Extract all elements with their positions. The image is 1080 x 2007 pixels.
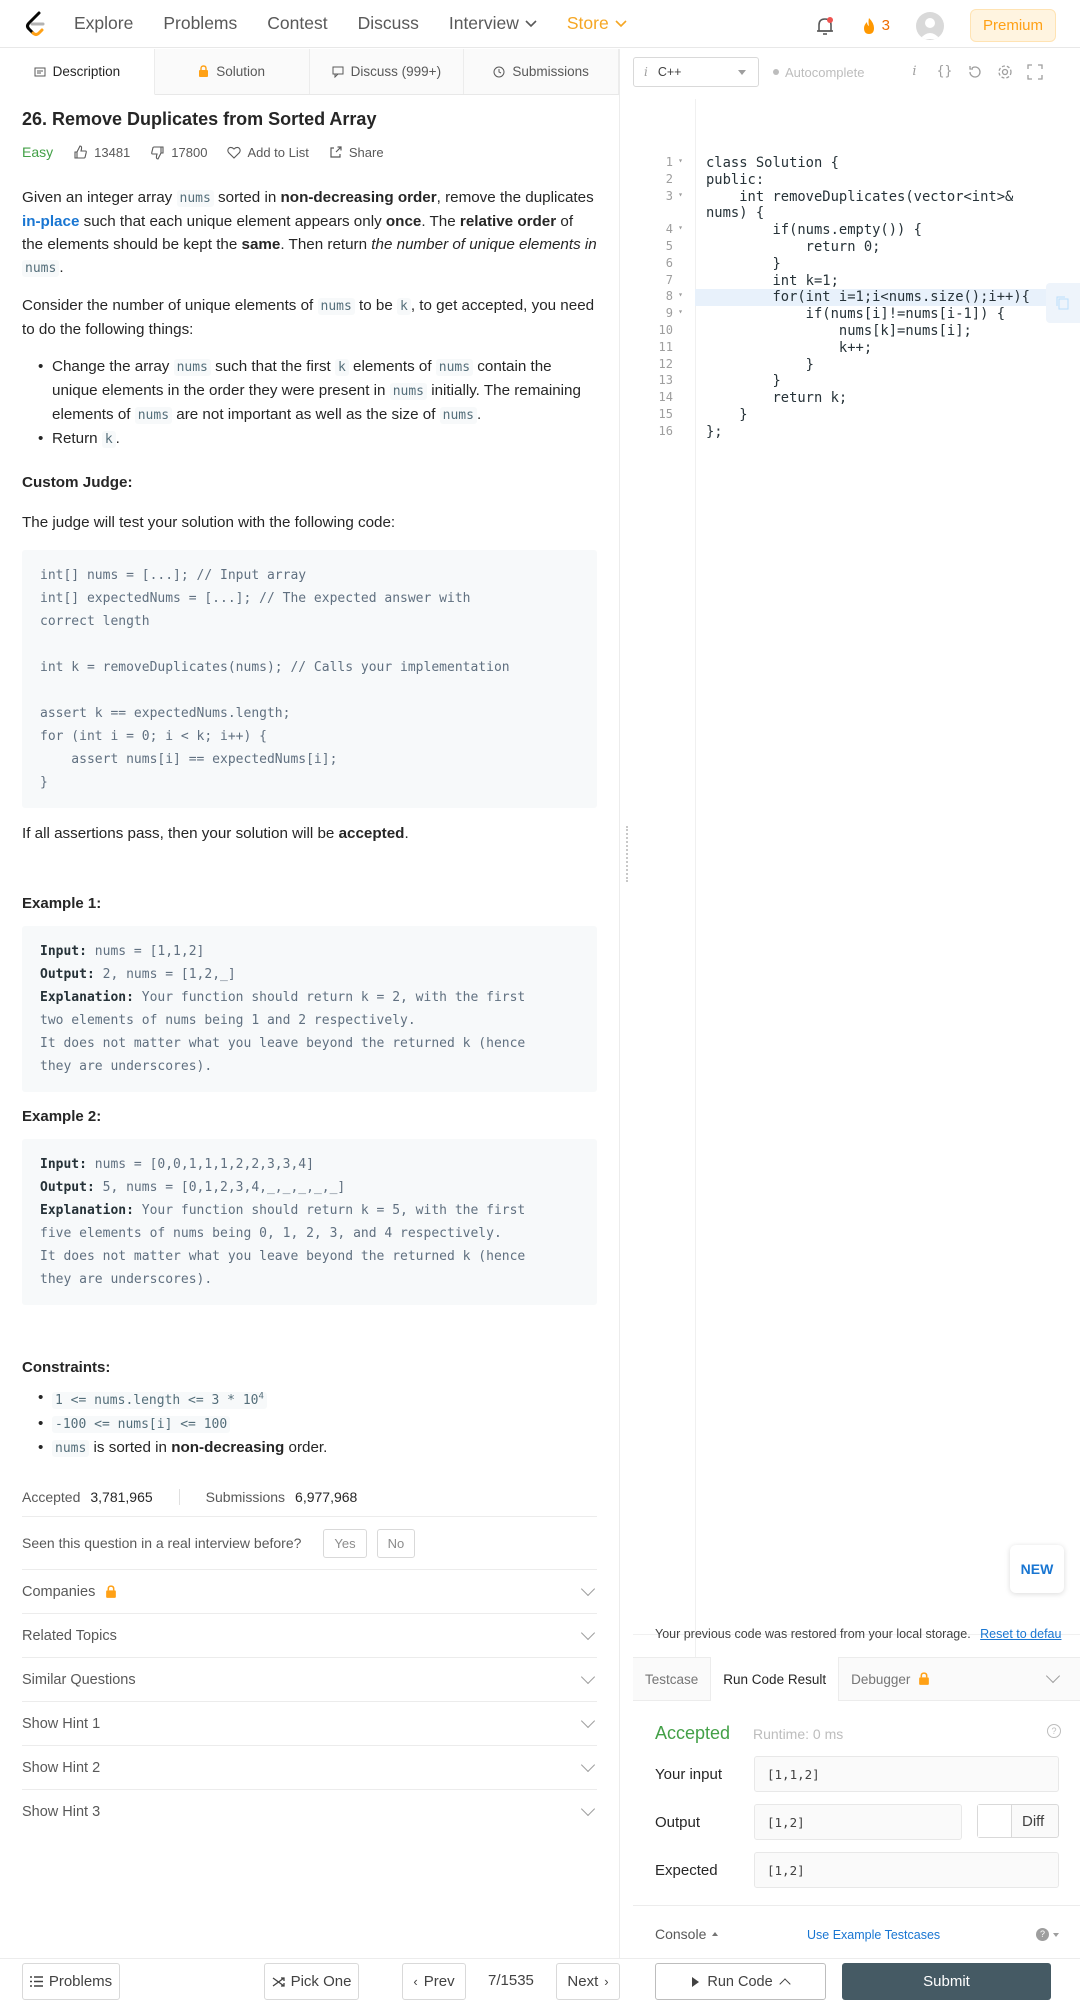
expected-value: [1,2] <box>754 1852 1059 1888</box>
chevron-down-icon <box>581 1582 595 1596</box>
tab-label: Solution <box>216 64 266 79</box>
line-number-text: 3 <box>665 188 673 203</box>
caret-down-icon <box>738 70 746 75</box>
inline-code: -100 <= nums[i] <= 100 <box>52 1416 230 1433</box>
interview-yes-button[interactable]: Yes <box>323 1529 366 1558</box>
tab-debugger[interactable] <box>839 1657 942 1701</box>
share-icon <box>329 145 343 159</box>
text: . Then return <box>280 236 372 253</box>
editor-toolbar <box>633 49 1080 95</box>
chevron-down-icon <box>581 1802 595 1816</box>
like-count: 13481 <box>94 144 131 160</box>
list-item <box>52 1412 597 1436</box>
page-title: 26. Remove Duplicates from Sorted Array <box>22 109 377 129</box>
accordion <box>22 1569 597 1833</box>
inline-code <box>52 1392 267 1409</box>
add-to-list-button[interactable] <box>227 145 308 160</box>
judge-code-block: int[] nums = [...]; // Input array int[] expectedNums = [...]; // The expected answer with correct length int k = removeDuplicates(nums); // Calls your implementation assert k == expectedNums.length; for (int i = 0; i < k; i++) { assert nums[i] == expectedNums[i]; } <box>22 550 597 808</box>
console-divider <box>633 1905 1080 1906</box>
gear-icon[interactable] <box>997 64 1013 80</box>
text: If all assertions pass, then your solution will be <box>22 825 339 842</box>
text: Return <box>52 430 102 447</box>
submissions-count: 6,977,968 <box>295 1489 358 1506</box>
line-number-text: 4 <box>665 222 673 237</box>
your-input-value: [1,1,2] <box>754 1756 1059 1792</box>
result-tabs <box>633 1657 1080 1701</box>
nav-interview[interactable] <box>449 13 537 34</box>
line-number <box>633 340 687 357</box>
example-1-heading: Example 1: <box>22 895 102 912</box>
example-2-heading: Example 2: <box>22 1108 102 1125</box>
leetcode-logo-icon[interactable] <box>22 10 50 38</box>
chat-icon <box>332 66 344 78</box>
code-line: } <box>706 373 781 390</box>
info-icon: i <box>644 65 648 79</box>
line-number-text: 5 <box>665 238 673 253</box>
dot-icon <box>773 69 779 75</box>
shuffle-icon <box>272 1976 285 1988</box>
tab-discuss[interactable] <box>310 49 465 94</box>
line-number-text: 13 <box>658 373 673 388</box>
text: . <box>476 406 482 423</box>
example-explanation: Your function should return k = 2, with the first two elements of nums being 1 and 2 respectively. It does not matter what you leave beyond the returned k (hence they are underscores). <box>40 990 526 1074</box>
heart-icon <box>227 146 241 159</box>
text: Consider the number of unique elements of <box>22 297 318 314</box>
diff-label: Diff <box>1022 1812 1045 1830</box>
stat-divider <box>179 1489 180 1505</box>
caret-down-icon <box>1053 1933 1059 1937</box>
line-number-text: 10 <box>658 322 673 337</box>
line-number <box>633 323 687 340</box>
problem-tabs <box>0 49 619 95</box>
inline-code: k <box>335 359 349 376</box>
code-line: return 0; <box>706 239 881 255</box>
accordion-label: Related Topics <box>22 1627 117 1644</box>
code-line: nums[k]=nums[i]; <box>706 323 972 339</box>
runtime-label: Runtime: 0 ms <box>753 1726 844 1742</box>
description-paragraph-2 <box>22 294 597 341</box>
interview-question-text: Seen this question in a real interview before? <box>22 1535 302 1552</box>
submissions-label: Submissions <box>205 1489 286 1506</box>
description-paragraph-1 <box>22 186 597 280</box>
share-label: Share <box>348 144 384 160</box>
line-number <box>633 205 687 222</box>
constraints-list <box>52 1386 597 1460</box>
button-label: Problems <box>48 1973 113 1990</box>
example-input: nums = [1,1,2] <box>86 944 205 959</box>
example-2-block <box>22 1139 597 1305</box>
code-line: public: <box>706 171 765 188</box>
run-code-button[interactable] <box>655 1963 826 2000</box>
code-line: int k=1; <box>706 272 839 289</box>
chevron-down-icon <box>615 20 627 28</box>
problem-meta <box>22 144 597 160</box>
tab-label: Submissions <box>512 64 589 79</box>
text: Change the array <box>52 358 174 375</box>
play-icon <box>692 1977 699 1987</box>
requirements-list <box>52 355 597 451</box>
tab-label: Description <box>52 64 121 79</box>
tab-label: Run Code Result <box>723 1671 827 1687</box>
add-to-list-label: Add to List <box>247 144 309 160</box>
reset-to-default-link[interactable]: Reset to defau <box>980 1627 1062 1641</box>
accordion-label: Show Hint 1 <box>22 1715 101 1732</box>
problem-panel <box>0 49 620 1959</box>
code-editor[interactable] <box>633 99 1080 1659</box>
autocomplete-toggle[interactable] <box>773 65 865 80</box>
inline-code: nums <box>52 1440 89 1457</box>
line-number-text: 2 <box>665 171 673 186</box>
nav-discuss[interactable]: Discuss <box>357 13 419 33</box>
accordion-label: Show Hint 2 <box>22 1759 101 1776</box>
gutter-divider <box>695 99 696 1659</box>
restore-text: Your previous code was restored from your local storage. <box>655 1627 971 1641</box>
text: , remove the duplicates <box>436 189 594 206</box>
inline-code: nums <box>174 359 211 376</box>
fold-caret-icon[interactable]: ▾ <box>678 156 683 165</box>
page-indicator: 7/1535 <box>488 1972 534 1989</box>
output-label: Output: <box>40 1180 95 1195</box>
lock-icon <box>918 1672 930 1686</box>
fold-caret-icon[interactable]: ▾ <box>678 189 683 199</box>
bold-text: relative order <box>459 213 557 230</box>
line-number-text: 9 <box>665 306 673 321</box>
chevron-left-icon: ‹ <box>413 1974 418 1989</box>
line-number <box>633 155 687 172</box>
list-item <box>52 1436 597 1460</box>
avatar[interactable] <box>916 12 944 40</box>
submit-button[interactable]: Submit <box>842 1963 1051 2000</box>
accordion-hint-2[interactable] <box>22 1745 597 1789</box>
superscript: 4 <box>258 1392 264 1402</box>
braces-icon[interactable]: {} <box>936 64 953 79</box>
autocomplete-label: Autocomplete <box>785 64 865 80</box>
example-1-block <box>22 926 597 1092</box>
notification-bell-icon[interactable] <box>814 15 836 37</box>
line-number-text: 14 <box>658 390 673 405</box>
streak-count: 3 <box>881 17 890 34</box>
tab-description[interactable] <box>0 49 155 95</box>
line-number <box>633 239 687 256</box>
accordion-label <box>22 1584 117 1600</box>
line-number <box>633 256 687 273</box>
inline-code: nums <box>135 407 172 424</box>
line-number <box>633 189 687 206</box>
lock-icon <box>105 1585 117 1599</box>
chevron-down-icon <box>525 20 537 28</box>
nav-problems[interactable]: Problems <box>163 13 238 33</box>
editor-panel <box>633 49 1080 1959</box>
chevron-right-icon: › <box>604 1974 609 1989</box>
code-line: for(int i=1;i<nums.size();i++){ <box>706 289 1030 306</box>
text: . <box>404 825 409 842</box>
output-label: Output <box>655 1814 701 1831</box>
lock-icon <box>198 65 209 78</box>
tab-label: Discuss (999+) <box>350 64 442 79</box>
accordion-companies[interactable] <box>22 1569 597 1613</box>
list-item <box>52 427 597 451</box>
accordion-label: Show Hint 3 <box>22 1803 101 1820</box>
help-icon: ? <box>1036 1928 1049 1941</box>
stat-separator <box>22 1516 597 1517</box>
line-number <box>633 222 687 239</box>
pick-one-button[interactable] <box>264 1963 359 2000</box>
input-label: Input: <box>40 1157 87 1172</box>
text: order. <box>284 1439 328 1457</box>
description-icon <box>34 66 46 78</box>
chevron-down-icon <box>581 1626 595 1640</box>
info-icon[interactable]: i <box>912 64 917 79</box>
prev-button[interactable] <box>402 1963 466 2000</box>
example-output: 2, nums = [1,2,_] <box>94 967 236 982</box>
interview-question <box>22 1527 597 1559</box>
caret-up-icon <box>712 1932 718 1936</box>
code-line: } <box>706 407 748 423</box>
line-number <box>633 306 687 323</box>
inline-code: nums <box>440 407 477 424</box>
fullscreen-icon[interactable] <box>1027 64 1043 80</box>
tab-submissions[interactable] <box>464 49 619 94</box>
bold-text: same <box>241 236 281 253</box>
text: initially. The remaining elements of <box>52 382 581 423</box>
restore-notice <box>655 1627 1061 1641</box>
code-line: k++; <box>706 339 873 356</box>
button-label: Next <box>567 1973 599 1990</box>
line-number <box>633 373 687 390</box>
use-example-testcases-link[interactable]: Use Example Testcases <box>807 1928 941 1942</box>
code-line: if(nums[i]!=nums[i-1]) { <box>706 306 1006 323</box>
diff-toggle[interactable] <box>977 1804 1059 1838</box>
caret-up-icon <box>779 1978 790 1989</box>
nav-interview-label: Interview <box>448 13 519 33</box>
expected-label: Expected <box>655 1862 718 1879</box>
copy-icon <box>1056 296 1070 310</box>
chevron-down-icon <box>581 1670 595 1684</box>
code-line: }; <box>706 423 723 440</box>
text: of the elements should be kept the <box>22 213 574 253</box>
problems-list-button[interactable] <box>22 1963 120 2000</box>
nav-explore[interactable]: Explore <box>74 13 134 33</box>
example-input: nums = [0,0,1,1,1,2,2,3,3,4] <box>86 1157 314 1172</box>
italic-text: the number of unique elements in <box>371 236 597 253</box>
tab-label: Debugger <box>851 1671 911 1687</box>
line-number <box>633 424 687 441</box>
nav-store-label: Store <box>566 13 609 33</box>
accordion-label: Similar Questions <box>22 1671 136 1688</box>
accepted-label: Accepted <box>22 1489 81 1506</box>
chevron-down-icon <box>581 1758 595 1772</box>
inline-code: k <box>102 431 116 448</box>
reset-icon[interactable] <box>967 64 983 80</box>
bold-text: accepted <box>338 825 405 842</box>
line-numbers-gutter <box>633 155 687 441</box>
code-line: nums) { <box>706 205 765 222</box>
text: , to get accepted, you need to do the following things: <box>22 297 595 338</box>
text: are not important as well as the size of <box>172 406 440 423</box>
line-number-text: 1 <box>665 155 673 169</box>
tab-run-code-result[interactable] <box>710 1657 839 1701</box>
bold-text: non-decreasing order <box>280 189 437 206</box>
fold-caret-icon[interactable]: ▾ <box>678 223 683 233</box>
line-number <box>633 289 687 306</box>
input-label: Input: <box>40 944 87 959</box>
pass-paragraph <box>22 822 597 845</box>
code-line: class Solution { <box>706 155 839 171</box>
constraints-heading: Constraints: <box>22 1359 111 1376</box>
console-toggle[interactable] <box>655 1926 718 1942</box>
code-line: } <box>706 255 781 272</box>
line-number <box>633 357 687 374</box>
text: . <box>59 259 64 276</box>
text: is sorted in <box>89 1439 172 1457</box>
text: 1 <= nums.length <= 3 * 10 <box>55 1393 259 1409</box>
button-label: Run Code <box>707 1973 773 1990</box>
premium-button[interactable]: Premium <box>970 9 1056 42</box>
text: such that each unique element appears only <box>79 213 386 230</box>
line-number <box>633 407 687 424</box>
panel-resize-handle[interactable] <box>626 826 629 882</box>
toggle-switch <box>978 1805 1012 1837</box>
button-label: Pick One <box>290 1973 352 1990</box>
tab-testcase[interactable] <box>633 1657 710 1701</box>
code-line: int removeDuplicates(vector<int>& <box>706 188 1014 205</box>
text: contain the unique elements in the order they were present in <box>52 358 552 399</box>
dislike-count: 17800 <box>171 144 208 160</box>
text: . The <box>421 213 460 230</box>
list-item <box>52 1386 597 1412</box>
line-number-text: 12 <box>658 356 673 371</box>
inline-code: nums <box>22 260 59 277</box>
top-navbar <box>0 0 1080 48</box>
fire-icon <box>862 17 876 35</box>
line-number-text: 15 <box>658 406 673 421</box>
inline-code: nums <box>436 359 473 376</box>
line-number-text: 11 <box>658 339 673 354</box>
new-feature-badge[interactable]: NEW <box>1010 1545 1064 1593</box>
bold-text: non-decreasing <box>171 1439 285 1457</box>
thumbs-up-icon <box>73 145 88 160</box>
nav-store[interactable] <box>567 13 627 34</box>
text: to be <box>354 297 398 314</box>
inline-code: nums <box>318 298 355 315</box>
accordion-hint-3[interactable] <box>22 1789 597 1833</box>
code-line: return k; <box>706 390 848 407</box>
line-number <box>633 172 687 189</box>
bold-link[interactable]: in-place <box>22 213 80 230</box>
like-button[interactable] <box>73 145 130 160</box>
line-number-text: 8 <box>665 289 673 304</box>
accepted-count: 3,781,965 <box>90 1489 153 1506</box>
example-explanation: Your function should return k = 5, with the first five elements of nums being 0, 1, 2, 3, and 4 respectively. It does not matter what you leave beyond the returned k (hence they are underscores). <box>40 1203 526 1287</box>
explanation-label: Explanation: <box>40 990 134 1005</box>
help-icon[interactable]: ? <box>1047 1724 1061 1738</box>
button-label: Prev <box>423 1973 455 1990</box>
acceptance-stats <box>22 1486 597 1508</box>
text: elements of <box>348 358 436 375</box>
code-line: } <box>706 356 814 373</box>
language-value: C++ <box>657 65 682 79</box>
problem-content <box>0 95 619 1833</box>
judge-text: The judge will test your solution with the following code: <box>22 514 396 531</box>
text: . <box>115 430 120 447</box>
share-button[interactable] <box>329 145 384 160</box>
line-number-text: 6 <box>665 255 673 270</box>
next-button[interactable] <box>556 1963 620 2000</box>
text: such that the first <box>210 358 335 375</box>
line-number-text: 16 <box>658 423 673 438</box>
console-help[interactable] <box>1036 1928 1059 1941</box>
user-avatar-icon <box>916 12 944 40</box>
fold-caret-icon[interactable]: ▾ <box>678 307 683 317</box>
text: sorted in <box>213 189 281 206</box>
fold-caret-icon[interactable]: ▾ <box>678 290 683 300</box>
tab-label: Testcase <box>645 1671 699 1687</box>
thumbs-down-icon <box>150 145 165 160</box>
difficulty-badge: Easy <box>22 144 54 160</box>
chevron-down-icon[interactable] <box>1046 1669 1060 1683</box>
console-label: Console <box>655 1926 707 1942</box>
problem-description <box>22 186 597 845</box>
accordion-related-topics[interactable] <box>22 1613 597 1657</box>
accordion-hint-1[interactable] <box>22 1701 597 1745</box>
accordion-similar-questions[interactable] <box>22 1657 597 1701</box>
custom-judge-heading: Custom Judge: <box>22 474 133 491</box>
text: Given an integer array <box>22 189 177 206</box>
nav-contest[interactable]: Contest <box>267 13 328 33</box>
code-line: if(nums.empty()) { <box>706 222 922 239</box>
example-output: 5, nums = [0,1,2,3,4,_,_,_,_,_] <box>94 1180 346 1195</box>
list-item <box>52 355 597 427</box>
line-number <box>633 390 687 407</box>
text: Companies <box>22 1583 96 1600</box>
inline-code: nums <box>390 383 427 400</box>
line-number <box>633 273 687 290</box>
streak-counter[interactable] <box>862 17 890 35</box>
line-number-text: 7 <box>665 272 673 287</box>
tab-solution[interactable] <box>155 49 310 94</box>
inline-code: nums <box>177 190 214 207</box>
your-input-label: Your input <box>655 1766 723 1783</box>
clock-icon <box>493 66 505 78</box>
editor-side-tab[interactable] <box>1046 283 1080 323</box>
chevron-down-icon <box>581 1714 595 1728</box>
explanation-label: Explanation: <box>40 1203 134 1218</box>
output-value: [1,2] <box>754 1804 962 1840</box>
list-icon <box>30 1976 43 1987</box>
interview-no-button[interactable]: No <box>377 1529 416 1558</box>
language-select[interactable] <box>633 57 759 87</box>
bold-text: once <box>385 213 422 230</box>
output-label: Output: <box>40 967 95 982</box>
result-status: Accepted <box>655 1723 731 1743</box>
inline-code: k <box>397 298 411 315</box>
dislike-button[interactable] <box>150 145 207 160</box>
nav-right-group <box>814 9 1056 42</box>
